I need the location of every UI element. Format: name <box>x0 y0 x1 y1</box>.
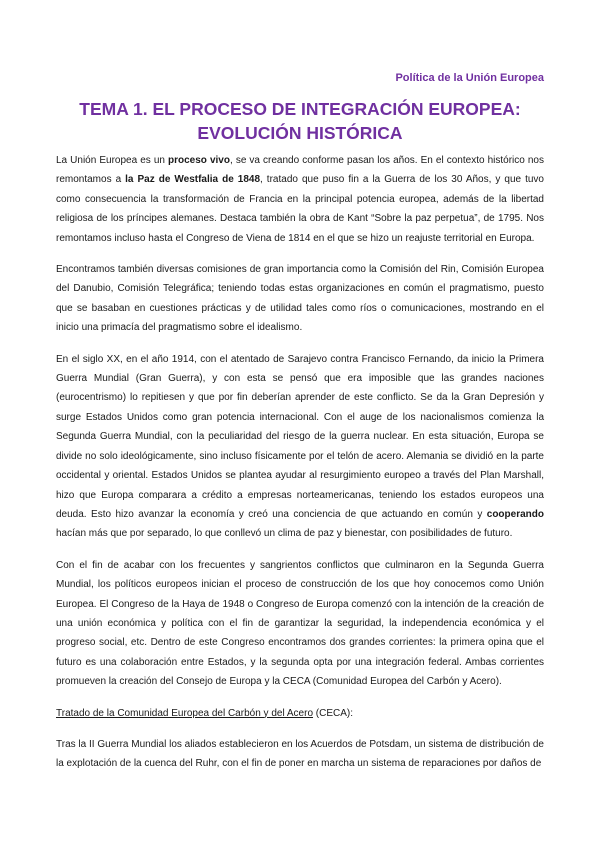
paragraph-3 <box>56 350 544 544</box>
paragraph-1-text-a: La Unión Europea es un <box>56 155 169 166</box>
paragraph-1-bold-b: la Paz de Westfalia de 1848 <box>125 174 261 186</box>
paragraph-3-text-a: En el siglo XX, en el año 1914, con el atentado de Sarajevo contra Francisco Fernando, da inicio la Primera Guerra Mundial (Gran Guerra), y con esta se pensó que era imposible que las grandes naciones (eurocentrismo) lo repitiesen y que por fin deberían aprender de este conflicto. Se da la Gran Depresión y surge Estados Unidos como gran potencia internacional. Con el auge de los nacionalismos comienza la Segunda Guerra Mundial, con la peculiaridad del riesgo de la guerra nuclear. En esta situación, Europa se divide no solo ideológicamente, sino incluso físicamente por el telón de acero. Alemania se dividió en la parte occidental y oriental. Estados Unidos se plantea ayudar al resurgimiento europeo a través del Plan Marshall, hizo que Europa comparara a crédito a empresas norteamericanas, teniendo los estados europeos una deuda. Esto hizo avanzar la economía y creó una conciencia de que actuando en común y <box>56 353 544 520</box>
paragraph-1-text-c: , tratado que puso fin a la Guerra de los 30 Años, y que tuvo como consecuencia la transformación de Francia en la principal potencia europea, además de la libertad religiosa de los príncipes alemanes. Destaca también la obra de Kant “Sobre la paz perpetua”, de 1795. Nos remontamos incluso hasta el Congreso de Viena de 1814 en el que se hizo un reajuste territorial en Europa. <box>56 174 544 244</box>
paragraph-3-bold: cooperando <box>486 508 544 520</box>
section-heading-underlined: Tratado de la Comunidad Europea del Carbón y del Acero <box>56 707 314 719</box>
page-title: TEMA 1. EL PROCESO DE INTEGRACIÓN EUROPEA: EVOLUCIÓN HISTÓRICA <box>79 99 521 143</box>
document-body <box>56 151 544 786</box>
paragraph-6: Tras la II Guerra Mundial los aliados establecieron en los Acuerdos de Potsdam, un sistema de distribución de la explotación de la cuenca del Ruhr, con el fin de poner en marcha un sistema de reparaciones por daños de <box>56 738 544 770</box>
section-heading-suffix: (CECA): <box>313 707 354 719</box>
paragraph-1-bold-a: proceso vivo <box>168 155 230 166</box>
paragraph-4: Con el fin de acabar con los frecuentes y sangrientos conflictos que culminaron en la Segunda Guerra Mundial, los políticos europeos inician el proceso de construcción de los que hoy conocemos como Unión Europea. El Congreso de la Haya de 1948 o Congreso de Europa comenzó con la intención de la creación de una unión económica y política con el fin de garantizar la seguridad, la independencia económica y el progreso social, etc. Dentro de este Congreso encontramos dos grandes corrientes: la primera opina que el futuro es una colaboración entre Estados, y la segunda opta por una integración federal. Ambas corrientes promueven la creación del Consejo de Europa y la CECA (Comunidad Europea del Carbón y Acero). <box>56 559 544 688</box>
paragraph-3-text-b: hacían más que por separado, lo que conllevó un clima de paz y bienestar, con posibilidades de futuro. <box>56 528 513 540</box>
subject-header: Política de la Unión Europea <box>395 72 544 84</box>
paragraph-1-text-b: , se va creando conforme pasan los años. En el contexto histórico nos remontamos a <box>56 155 544 186</box>
paragraph-2: Encontramos también diversas comisiones de gran importancia como la Comisión del Rin, Comisión Europea del Danubio, Comisión Telegráfica; teniendo todas estas organizaciones en común el pragmatismo, puesto que se basaban en cuestiones prácticas y de utilidad tales como ríos o comunicaciones, mostrando en el inicio una primacía del pragmatismo sobre el idealismo. <box>56 264 544 334</box>
paragraph-1 <box>56 151 544 248</box>
section-heading-ceca <box>56 704 544 723</box>
